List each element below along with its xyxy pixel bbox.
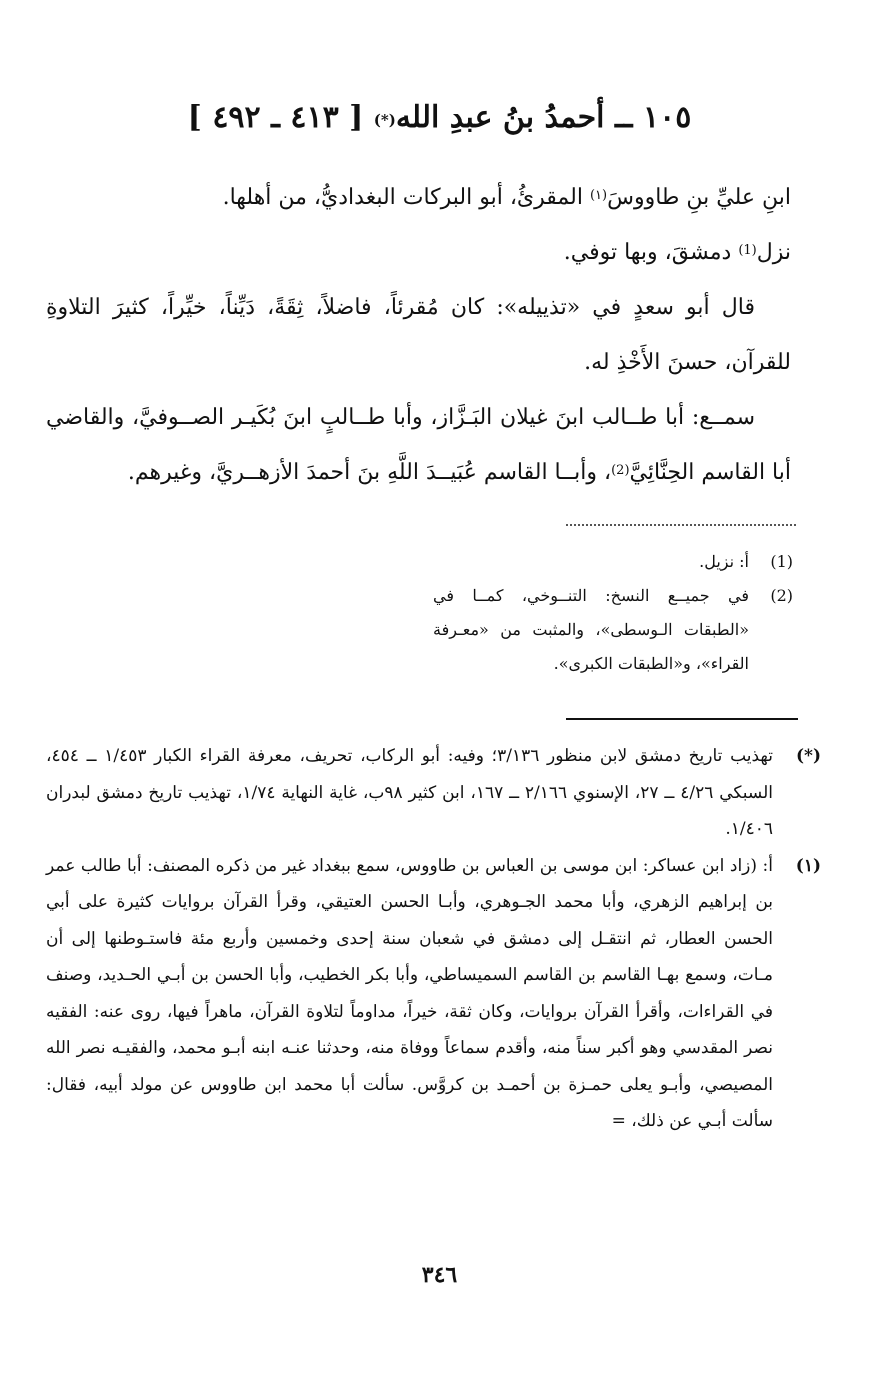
main-text (46, 170, 791, 500)
editor-note-text: أ: (زاد ابن عساكر: ابن موسى بن العباس بن طاووس، سمع ببغداد غير من ذكره المصنف: أبا طالب عمر بن إبراهيم الزهري، وأبا محمد الجـوهري، وأبـا الحسن العتيقي، وقرأ القرآن بروايات كثيرة على أبي الحسن العطار، ثم انتقـل إلى دمشق في شعبان سنة إحدى وخمسين وأربع مئة فاستـوطنها إلى أن مـات، وسمع بهـا القاسم بن القاسم السميساطي، وأبا بكر الخطيب، وأبا الحسن بن أبـي الحـديد، وصنف في القراءات، وأقرأ القرآن بروايات، وكان ثقة، خيراً، مداوماً لتلاوة القرآن، ماهراً فيها، روى عنه: الفقيه نصر المقدسي وهو أكبر سناً منه، وأقدم سماعاً ووفاة منه، وحدثنا عنـه ابنه أبـو محمد، والفقيـه نصر الله المصيصي، وأبـو يعلى حمـزة بن أحمـد بن كروَّس. سألت أبا محمد ابن طاووس عن مولد أبيه، فقال: سألت أبـي عن ذلك، = (46, 855, 773, 1131)
editor-note-number: (*) (796, 746, 821, 766)
paragraph-quote: قال أبو سعدٍ في «تذييله»: كان مُقرئاً، فاضلاً، ثِقَةً، دَيِّناً، خيِّراً، كثيرَ التلاوةِ للقرآن، حسنَ الأَخْذِ له. (46, 295, 791, 375)
entry-heading (0, 96, 879, 140)
footnote-number: (2) (770, 586, 793, 605)
editor-note (46, 738, 821, 848)
editor-notes-divider (566, 718, 798, 720)
paragraph-teachers (46, 390, 791, 500)
footnote-text: أ: نزيل. (699, 552, 749, 571)
paragraph-text: ، وأبــا القاسم عُبَيــدَ اللَّهِ بنَ أحمدَ الأزهــريَّ، وغيرهم. (127, 460, 612, 485)
paragraph-name (46, 170, 791, 225)
footnote-ref: (1) (738, 243, 757, 258)
paragraph-text: ابنِ عليِّ بنِ طاووسَ (607, 185, 791, 210)
footnote-ref: (2) (611, 463, 630, 478)
paragraph-text: سمــع: أبا طــالب ابنَ غيلان البَـزَّاز، وأبا طــالبٍ ابنَ بُكَيـر الصــوفيَّ، والقاضي أبا القاسم الحِنَّائِيَّ (46, 405, 791, 485)
editor-note-number: (١) (795, 855, 821, 876)
editor-note (46, 848, 821, 1140)
entry-title: ١٠٥ ــ أحمدُ بنُ عبدِ الله (395, 100, 692, 135)
footnote (433, 545, 793, 579)
footnote-number: (1) (770, 552, 793, 571)
entry-marker: (*) (373, 111, 396, 129)
footnote-ref: (١) (589, 188, 608, 203)
editor-notes (46, 738, 821, 1140)
footnote-text: في جميــع النسخ: التنــوخي، كمــا في «الطبقات الـوسطى»، والمثبت من «معـرفة القراء»، و«الطبقات الكبرى». (433, 586, 749, 673)
paragraph-residence (46, 225, 791, 280)
entry-dates: [ ٤١٣ ـ ٤٩٢ ] (187, 100, 364, 135)
page-number: ٣٤٦ (421, 1262, 458, 1288)
paragraph-text: المقرئُ، أبو البركات البغداديُّ، من أهلها. (222, 185, 590, 210)
editor-note-text: تهذيب تاريخ دمشق لابن منظور ٣/١٣٦؛ وفيه: أبو الركاب، تحريف، معرفة القراء الكبار ١/٤٥٣ ــ ٤٥٤، السبكي ٤/٢٦ ــ ٢٧، الإسنوي ٢/١٦٦ ــ ١٦٧، ابن كثير ٩٨ب، غاية النهاية ١/٧٤، تهذيب تاريخ دمشق لبدران ١/٤٠٦. (46, 746, 773, 839)
footnotes (433, 545, 793, 681)
paragraph-text: دمشقَ، وبها توفي. (563, 240, 739, 265)
paragraph-text: نزل (756, 240, 791, 265)
footnote (433, 579, 793, 681)
footnote-divider (566, 524, 796, 526)
